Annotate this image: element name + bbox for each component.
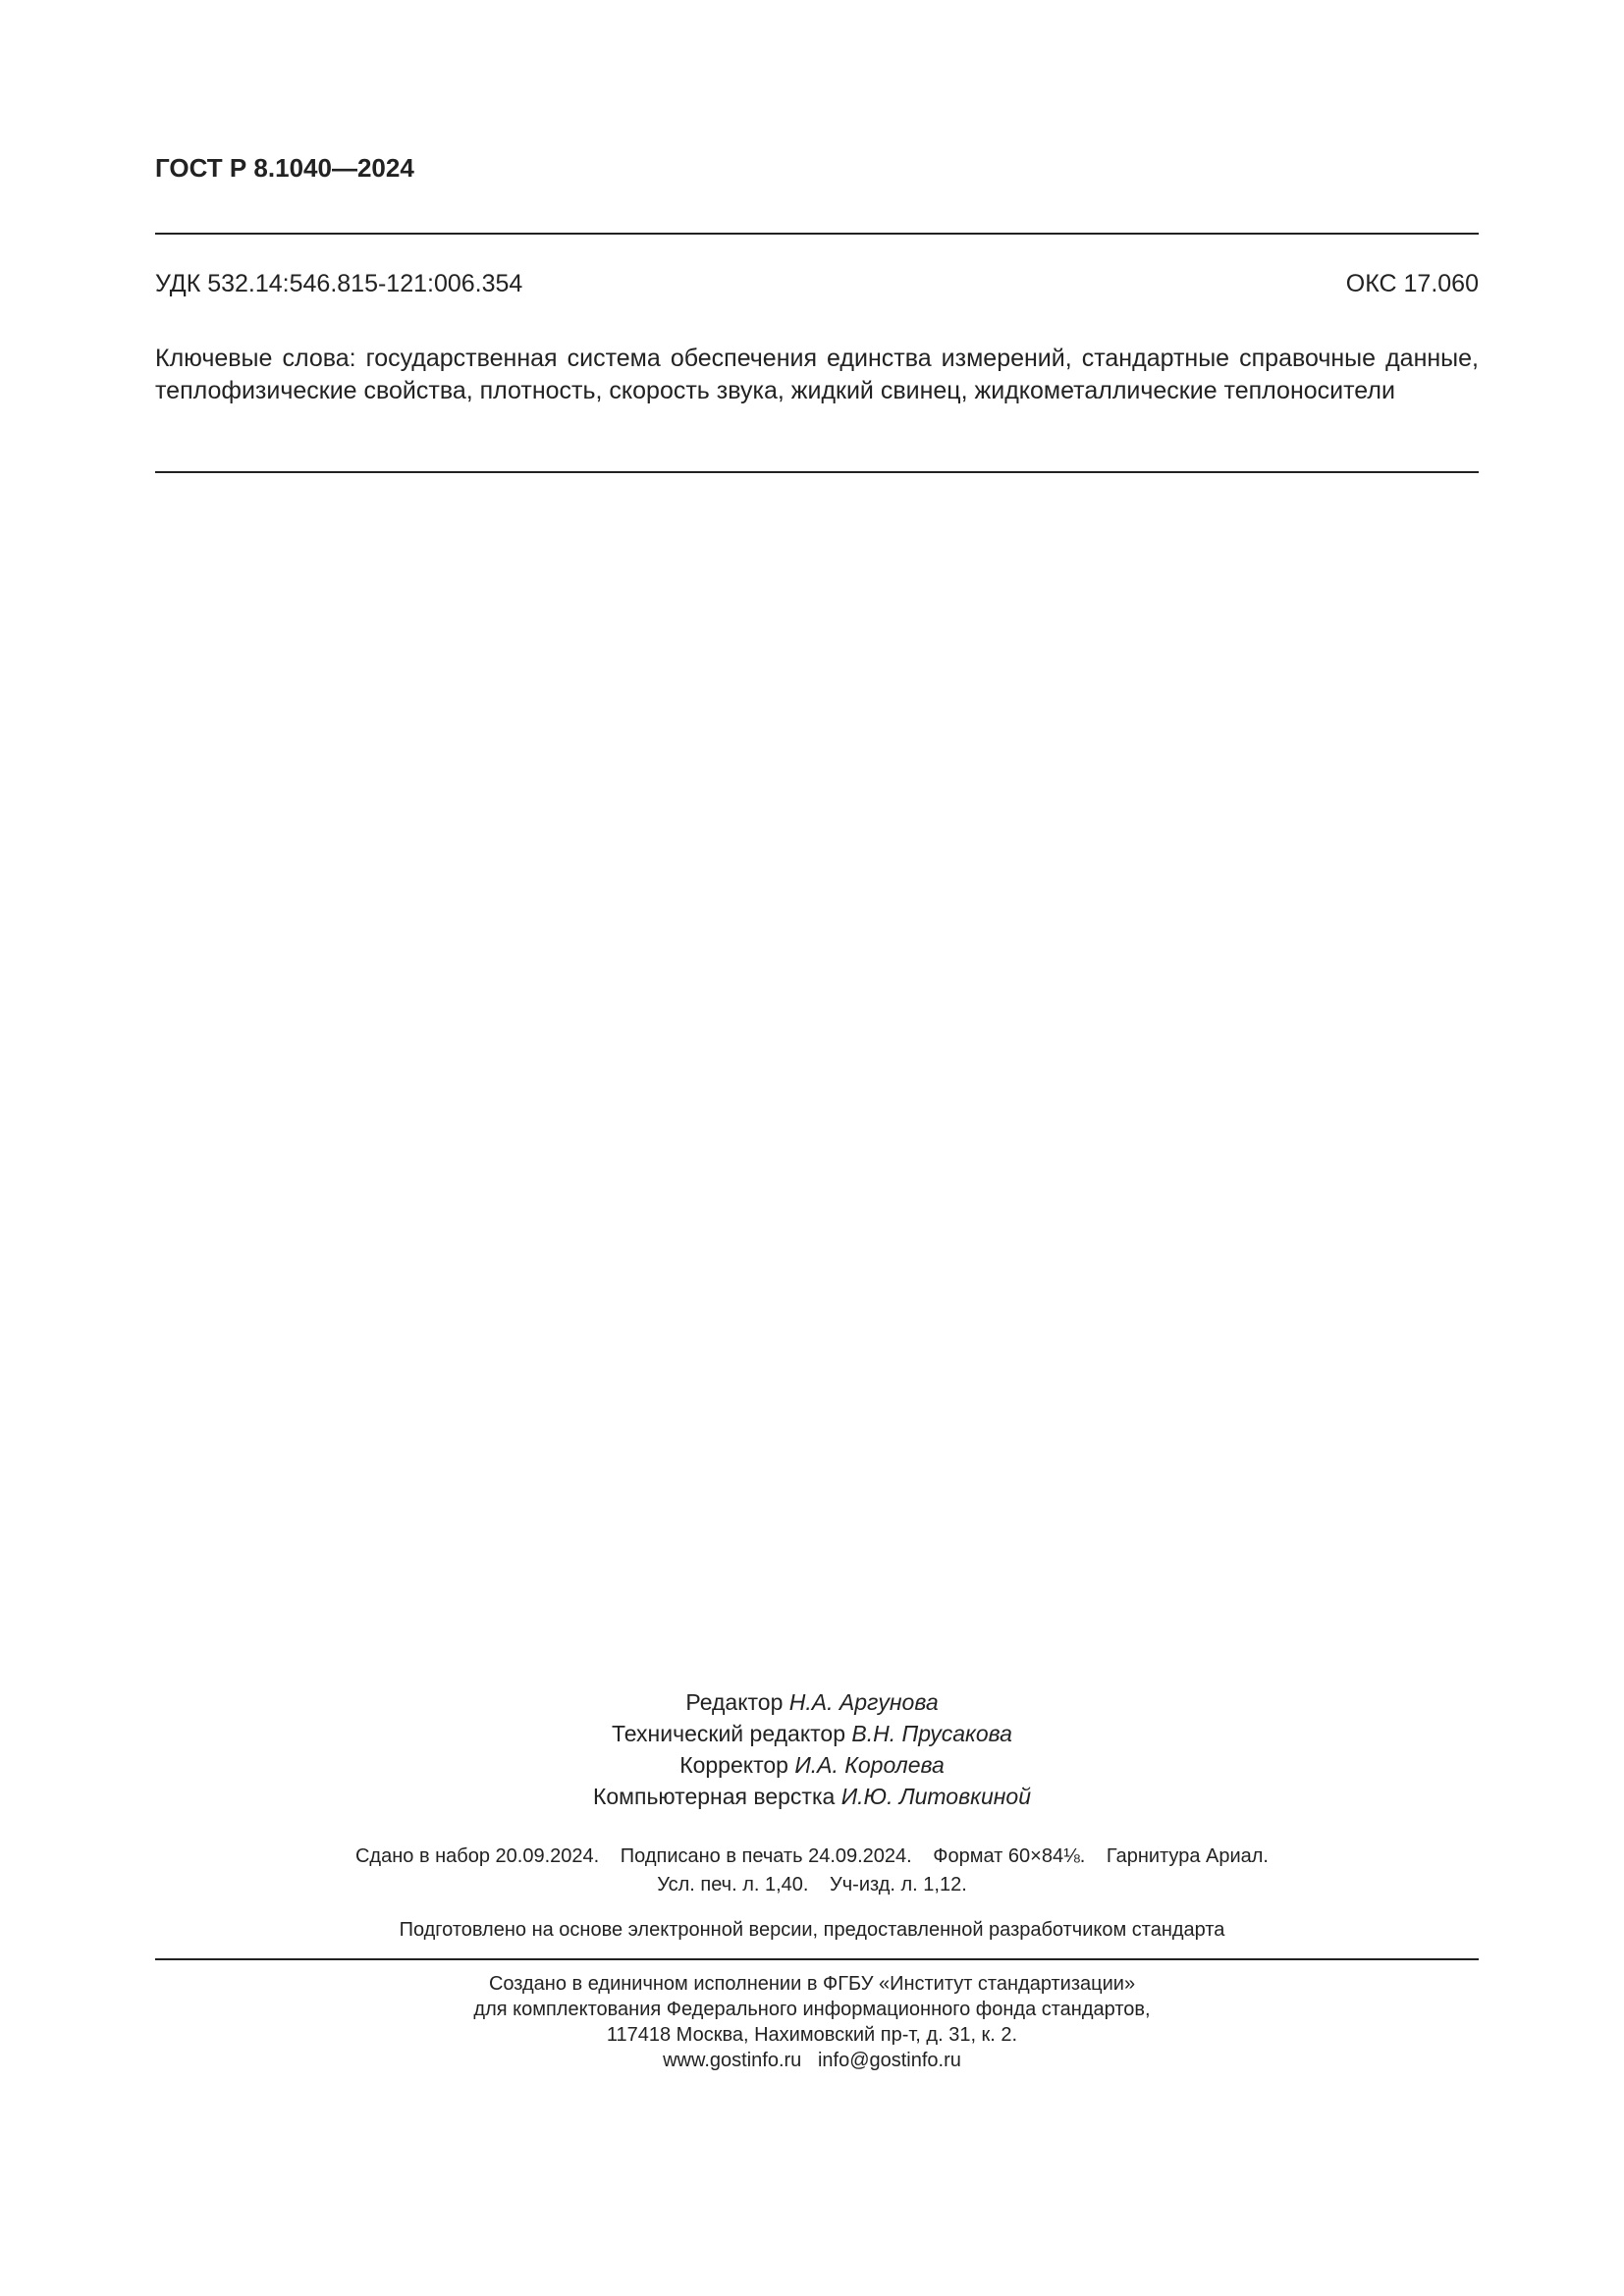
divider-keywords [155, 471, 1479, 473]
print-info-line-1 [0, 1842, 1624, 1871]
credit-person: И.А. Королева [794, 1752, 945, 1778]
credit-role: Корректор [679, 1752, 788, 1778]
print-info-line-2 [0, 1871, 1624, 1899]
credit-layout [0, 1781, 1624, 1812]
oks-code: ОКС 17.060 [1345, 270, 1479, 297]
print-info [0, 1842, 1624, 1899]
typeset-date: Сдано в набор 20.09.2024. [354, 1845, 600, 1867]
publisher-line: для комплектования Федерального информационного фонда стандартов, [473, 1999, 1151, 2020]
email-link[interactable]: info@gostinfo.ru [817, 2050, 961, 2071]
publisher-sheets: Уч-изд. л. 1,12. [830, 1874, 967, 1896]
credit-person: И.Ю. Литовкиной [840, 1784, 1031, 1809]
print-format: Формат 60×84⅛. [933, 1845, 1086, 1867]
udc-code: УДК 532.14:546.815-121:006.354 [155, 270, 523, 297]
credit-role: Компьютерная верстка [592, 1784, 836, 1809]
prepared-note: Подготовлено на основе электронной версии, предоставленной разработчиком стандарта [399, 1919, 1225, 1941]
signed-date: Подписано в печать 24.09.2024. [620, 1845, 912, 1867]
document-id: ГОСТ Р 8.1040—2024 [155, 153, 414, 183]
publisher-block [0, 1971, 1624, 2073]
credit-editor [0, 1686, 1624, 1718]
credit-technical-editor [0, 1718, 1624, 1749]
credit-person: Н.А. Аргунова [788, 1689, 939, 1715]
divider-top [155, 233, 1479, 235]
publisher-contacts [0, 2048, 1624, 2073]
credit-role: Редактор [685, 1689, 784, 1715]
printed-sheets: Усл. печ. л. 1,40. [657, 1874, 809, 1896]
typeface: Гарнитура Ариал. [1106, 1845, 1269, 1867]
credit-person: В.Н. Прусакова [851, 1721, 1012, 1746]
publisher-address: 117418 Москва, Нахимовский пр-т, д. 31, к. 2. [606, 2024, 1018, 2046]
credit-proofreader [0, 1749, 1624, 1781]
divider-bottom [155, 1958, 1479, 1960]
keywords-paragraph: Ключевые слова: государственная система обеспечения единства измерений, стандартные справочные данные, теплофизические свойства, плотность, скорость звука, жидкий свинец, жидкометаллические теплоносители [155, 345, 1479, 404]
publisher-line: Создано в единичном исполнении в ФГБУ «Институт стандартизации» [488, 1973, 1136, 1995]
credits-block [0, 1686, 1624, 1812]
credit-role: Технический редактор [612, 1721, 846, 1746]
website-link[interactable]: www.gostinfo.ru [663, 2050, 802, 2071]
